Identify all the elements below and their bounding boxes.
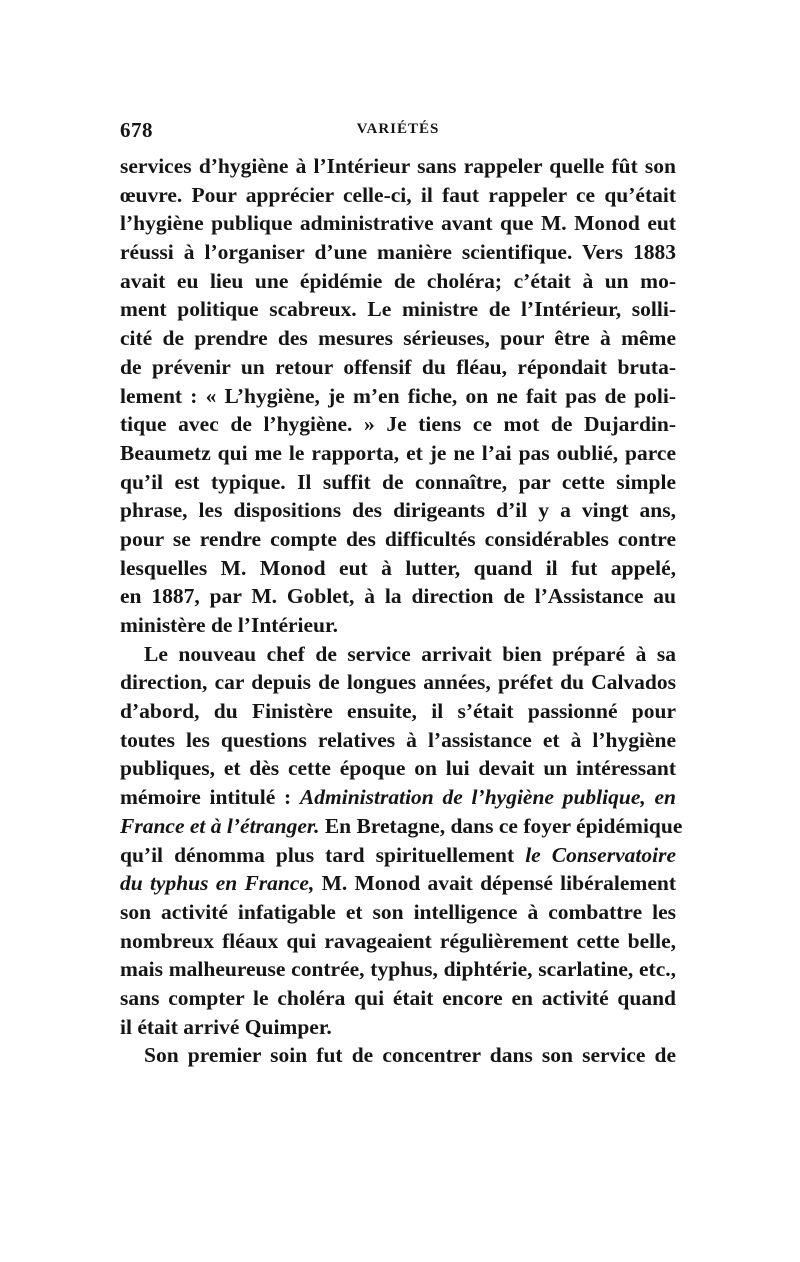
text-line: [120, 267, 676, 296]
line-text: Le nouveau chef de service arrivait bien préparé à sa: [144, 641, 676, 666]
text-line: [120, 1041, 676, 1070]
text-line: [120, 238, 676, 267]
line-text: sans compter le choléra qui était encore en activité quand: [120, 985, 676, 1010]
italic-title: le Conservatoire: [525, 842, 676, 867]
text-line: [120, 410, 676, 439]
text-line: [120, 295, 676, 324]
line-text: avait eu lieu une épidémie de choléra; c’était à un mo-: [120, 268, 676, 293]
line-text-continued: En Bretagne, dans ce foyer épidémique: [319, 813, 683, 838]
page-header: [120, 118, 676, 148]
line-text: en 1887, par M. Goblet, à la direction de l’Assistance au: [120, 584, 676, 609]
line-text: Beaumetz qui me le rapporta, et je ne l’ai pas oublié, parce: [120, 440, 676, 465]
text-line: [120, 984, 676, 1013]
line-text: mémoire intitulé :: [120, 785, 300, 810]
line-text: phrase, les dispositions des dirigeants d’il y a vingt ans,: [120, 498, 676, 523]
text-line: [120, 611, 676, 640]
line-text: œuvre. Pour apprécier celle-ci, il faut rappeler ce qu’était: [120, 182, 676, 207]
line-text: qu’il dénomma plus tard spirituellement: [120, 842, 526, 867]
line-text: publiques, et dès cette époque on lui devait un intéressant: [120, 756, 676, 781]
text-line: [120, 754, 676, 783]
italic-title: Administration de l’hygiène publique, en: [299, 785, 676, 810]
line-text: toutes les questions relatives à l’assistance et à l’hygiène: [120, 727, 676, 752]
running-title: VARIÉTÉS: [356, 121, 440, 137]
text-line: [120, 841, 676, 870]
text-line: [120, 496, 676, 525]
text-line: [120, 726, 676, 755]
line-text: nombreux fléaux qui ravageaient régulièrement cette belle,: [120, 928, 676, 953]
body-text: [120, 152, 683, 1070]
line-text: tique avec de l’hygiène. » Je tiens ce mot de Dujardin-: [120, 412, 676, 437]
line-text: direction, car depuis de longues années, préfet du Calvados: [120, 670, 676, 695]
text-line: [120, 1013, 676, 1042]
italic-title: France et à l’étranger.: [120, 813, 320, 838]
text-line: [120, 181, 676, 210]
text-line: [120, 668, 676, 697]
line-text: lement : « L’hygiène, je m’en fiche, on ne fait pas de poli-: [120, 383, 676, 408]
text-line: [120, 468, 676, 497]
line-text: ministère de l’Intérieur.: [120, 613, 338, 637]
text-line: [120, 812, 683, 841]
line-text: son activité infatigable et son intelligence à combattre les: [120, 899, 676, 924]
text-line: [120, 640, 676, 669]
text-line: [120, 152, 676, 181]
text-line: [120, 955, 676, 984]
text-line: [120, 525, 676, 554]
text-line: [120, 869, 676, 898]
page-number: 678: [120, 118, 153, 142]
text-line: [120, 898, 676, 927]
text-line: [120, 209, 676, 238]
line-text: réussi à l’organiser d’une manière scientifique. Vers 1883: [120, 240, 676, 265]
line-text: de prévenir un retour offensif du fléau, répondait bruta-: [120, 354, 676, 379]
line-text: pour se rendre compte des difficultés considérables contre: [120, 526, 676, 551]
line-text-continued: M. Monod avait dépensé libéralement: [314, 871, 677, 896]
line-text: l’hygiène publique administrative avant que M. Monod eut: [120, 211, 676, 236]
text-line: [120, 554, 676, 583]
text-line: [120, 439, 676, 468]
italic-title: du typhus en France,: [120, 871, 315, 896]
line-text: qu’il est typique. Il suffit de connaître, par cette simple: [120, 469, 676, 494]
text-line: [120, 697, 676, 726]
line-text: lesquelles M. Monod eut à lutter, quand il fut appelé,: [120, 555, 676, 580]
text-line: [120, 783, 676, 812]
line-text: ment politique scabreux. Le ministre de l’Intérieur, solli-: [120, 297, 676, 322]
line-text: Son premier soin fut de concentrer dans son service de: [144, 1043, 676, 1068]
line-text: d’abord, du Finistère ensuite, il s’était passionné pour: [120, 699, 676, 724]
text-line: [120, 927, 676, 956]
text-line: [120, 582, 676, 611]
line-text: cité de prendre des mesures sérieuses, pour être à même: [120, 326, 676, 351]
text-line: [120, 353, 676, 382]
line-text: il était arrivé Quimper.: [120, 1014, 332, 1039]
text-line: [120, 382, 676, 411]
line-text: services d’hygiène à l’Intérieur sans rappeler quelle fût son: [120, 154, 676, 178]
line-text: mais malheureuse contrée, typhus, diphtérie, scarlatine, etc.,: [120, 957, 676, 982]
text-line: [120, 324, 676, 353]
book-page: [120, 118, 683, 1070]
